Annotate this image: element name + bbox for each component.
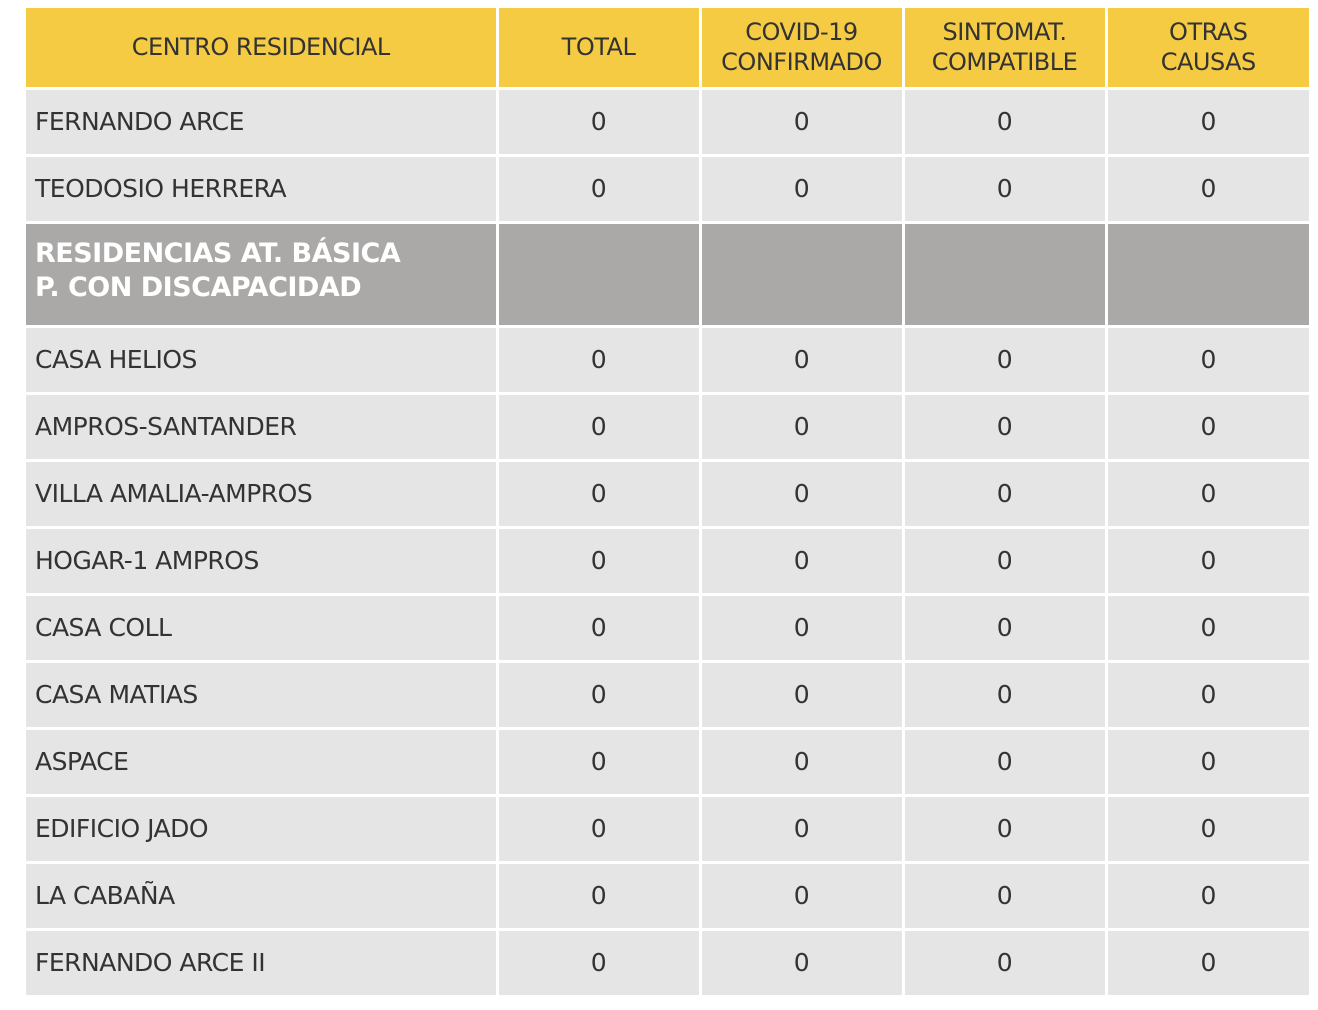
table-row	[26, 862, 1309, 929]
otras-causas-value: 0	[1106, 929, 1309, 996]
section-empty-cell	[1106, 222, 1309, 326]
residence-name: HOGAR-1 AMPROS	[26, 527, 497, 594]
sintomat-compatible-value: 0	[903, 795, 1106, 862]
otras-causas-value: 0	[1106, 88, 1309, 155]
residence-name: FERNANDO ARCE	[26, 88, 497, 155]
table-row	[26, 527, 1309, 594]
covid-confirmado-value: 0	[700, 862, 903, 929]
total-value: 0	[497, 326, 700, 393]
total-value: 0	[497, 862, 700, 929]
otras-causas-value: 0	[1106, 862, 1309, 929]
sintomat-compatible-value: 0	[903, 728, 1106, 795]
header-total: TOTAL	[497, 8, 700, 88]
covid-confirmado-value: 0	[700, 460, 903, 527]
section-title: RESIDENCIAS AT. BÁSICA P. CON DISCAPACIDAD	[26, 222, 497, 326]
total-value: 0	[497, 88, 700, 155]
header-covid-confirmado: COVID-19 CONFIRMADO	[700, 8, 903, 88]
table-row	[26, 460, 1309, 527]
otras-causas-value: 0	[1106, 728, 1309, 795]
otras-causas-value: 0	[1106, 155, 1309, 222]
residence-name: ASPACE	[26, 728, 497, 795]
otras-causas-value: 0	[1106, 527, 1309, 594]
total-value: 0	[497, 795, 700, 862]
residence-name: AMPROS-SANTANDER	[26, 393, 497, 460]
header-row	[26, 8, 1309, 88]
residence-name: CASA HELIOS	[26, 326, 497, 393]
total-value: 0	[497, 728, 700, 795]
table-row	[26, 661, 1309, 728]
residence-name: LA CABAÑA	[26, 862, 497, 929]
residence-name: FERNANDO ARCE II	[26, 929, 497, 996]
residence-name: CASA COLL	[26, 594, 497, 661]
table-body	[26, 88, 1309, 996]
header-centro-residencial: CENTRO RESIDENCIAL	[26, 8, 497, 88]
covid-confirmado-value: 0	[700, 795, 903, 862]
total-value: 0	[497, 594, 700, 661]
sintomat-compatible-value: 0	[903, 862, 1106, 929]
header-sintomat-compatible: SINTOMAT. COMPATIBLE	[903, 8, 1106, 88]
table-row	[26, 795, 1309, 862]
total-value: 0	[497, 661, 700, 728]
otras-causas-value: 0	[1106, 661, 1309, 728]
residence-name: CASA MATIAS	[26, 661, 497, 728]
sintomat-compatible-value: 0	[903, 155, 1106, 222]
sintomat-compatible-value: 0	[903, 326, 1106, 393]
covid-confirmado-value: 0	[700, 393, 903, 460]
residence-name: EDIFICIO JADO	[26, 795, 497, 862]
covid-confirmado-value: 0	[700, 88, 903, 155]
table-row	[26, 88, 1309, 155]
total-value: 0	[497, 393, 700, 460]
sintomat-compatible-value: 0	[903, 661, 1106, 728]
otras-causas-value: 0	[1106, 326, 1309, 393]
header-otras-causas: OTRAS CAUSAS	[1106, 8, 1309, 88]
total-value: 0	[497, 460, 700, 527]
sintomat-compatible-value: 0	[903, 594, 1106, 661]
sintomat-compatible-value: 0	[903, 460, 1106, 527]
residence-name: TEODOSIO HERRERA	[26, 155, 497, 222]
covid-confirmado-value: 0	[700, 661, 903, 728]
covid-confirmado-value: 0	[700, 728, 903, 795]
sintomat-compatible-value: 0	[903, 88, 1106, 155]
residence-name: VILLA AMALIA-AMPROS	[26, 460, 497, 527]
covid-confirmado-value: 0	[700, 929, 903, 996]
covid-confirmado-value: 0	[700, 326, 903, 393]
otras-causas-value: 0	[1106, 795, 1309, 862]
sintomat-compatible-value: 0	[903, 393, 1106, 460]
table-row	[26, 929, 1309, 996]
residences-table	[26, 8, 1309, 998]
sintomat-compatible-value: 0	[903, 527, 1106, 594]
total-value: 0	[497, 527, 700, 594]
covid-confirmado-value: 0	[700, 155, 903, 222]
table-row	[26, 594, 1309, 661]
section-row	[26, 222, 1309, 326]
table-row	[26, 326, 1309, 393]
otras-causas-value: 0	[1106, 393, 1309, 460]
table-row	[26, 155, 1309, 222]
section-empty-cell	[700, 222, 903, 326]
covid-confirmado-value: 0	[700, 594, 903, 661]
table-row	[26, 393, 1309, 460]
section-empty-cell	[497, 222, 700, 326]
table-row	[26, 728, 1309, 795]
total-value: 0	[497, 155, 700, 222]
sintomat-compatible-value: 0	[903, 929, 1106, 996]
otras-causas-value: 0	[1106, 460, 1309, 527]
otras-causas-value: 0	[1106, 594, 1309, 661]
covid-confirmado-value: 0	[700, 527, 903, 594]
section-empty-cell	[903, 222, 1106, 326]
total-value: 0	[497, 929, 700, 996]
